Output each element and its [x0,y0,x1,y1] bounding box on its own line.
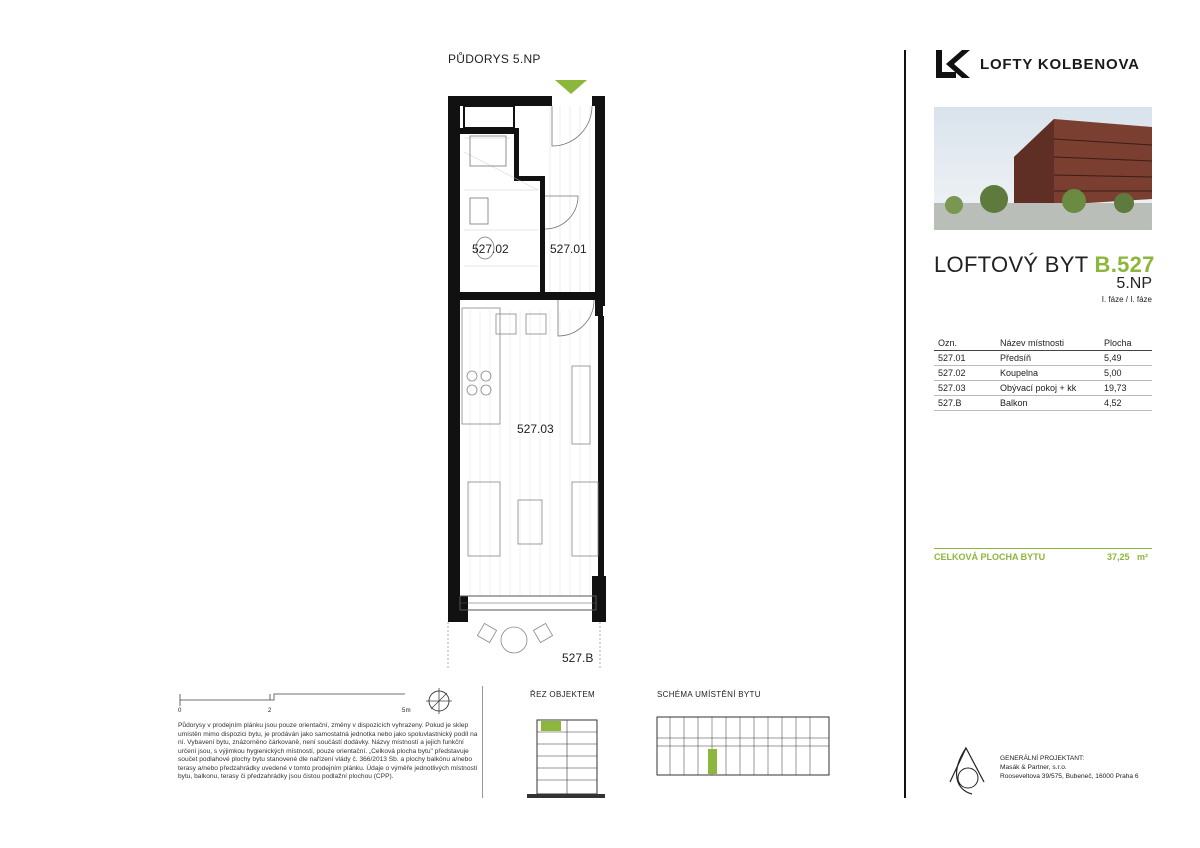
cell-name: Obývací pokoj + kk [998,381,1102,396]
section-caption: ŘEZ OBJEKTEM [530,690,595,699]
cell-area: 4,52 [1102,396,1152,411]
rooms-table [934,336,1152,411]
scale-tick-5: 5m [402,708,411,714]
table-row [934,351,1152,366]
cell-area: 5,49 [1102,351,1152,366]
cell-area: 5,00 [1102,366,1152,381]
cell-name: Předsíň [998,351,1102,366]
apartment-phase: I. fáze / I. fáze [1101,295,1152,304]
cell-name: Balkon [998,396,1102,411]
total-area-value-group [1107,552,1152,562]
table-row [934,396,1152,411]
floor-plan [440,70,620,690]
col-header-area: Plocha [1102,336,1152,351]
north-arrow-icon [424,686,454,716]
room-label-527-02: 527.02 [472,242,509,256]
cell-code: 527.02 [934,366,998,381]
table-row [934,366,1152,381]
brand-name: LOFTY KOLBENOVA [980,55,1140,73]
cell-code: 527.01 [934,351,998,366]
section-drawing [525,710,615,800]
total-area-unit: m² [1137,552,1148,562]
vertical-divider [904,50,906,798]
architect-block [1000,754,1139,781]
total-area-row [934,548,1152,562]
entrance-marker-icon [555,80,587,94]
building-render-image [934,107,1152,230]
separator [482,686,483,798]
schema-caption: SCHÉMA UMÍSTĚNÍ BYTU [657,690,761,699]
cell-area: 19,73 [1102,381,1152,396]
table-header-row [934,336,1152,351]
plan-title: PŮDORYS 5.NP [448,52,541,66]
room-label-527-03: 527.03 [517,422,554,436]
scale-tick-2: 2 [268,708,272,714]
architect-name: Masák & Partner, s.r.o. [1000,764,1067,771]
cell-code: 527.03 [934,381,998,396]
apartment-code: B.527 [1094,252,1155,277]
col-header-code: Ozn. [934,336,998,351]
total-area-value: 37,25 [1106,552,1130,562]
schema-drawing [656,716,830,776]
room-label-527-01: 527.01 [550,242,587,256]
disclaimer-text: Půdorysy v prodejním plánku jsou pouze orientační, změny v dispozicích vyhrazeny. Pokud je sklep umístěn mimo dispozici bytu, je prodáván jako samostatná jednotka nebo jako spoluvlastnický podíl na ní. Vybavení bytu, znázorněno čárkovaně, není součástí dodávky. Názvy místností a jejich funkční určení jsou, s výjimkou hygienických místností, pouze orientační. „Celková plocha bytu" představuje součet podlahové plochy bytu stanovené dle nařízení vlády č. 366/2013 Sb. a plochy balkónu a/nebo terasy a/nebo předzahrádky uvedené v tomto prodejním plánku. Údaje o výměře jednotlivých místností bytu, balkonu, terasy či předzahrádky jsou čistou podlažní plochou (CPP). [178,722,478,780]
apartment-title-prefix: LOFTOVÝ BYT [934,252,1095,277]
brand-header [934,48,1140,80]
architect-label: GENERÁLNÍ PROJEKTANT: [1000,755,1085,762]
total-area-label: CELKOVÁ PLOCHA BYTU [934,552,1046,562]
table-row [934,381,1152,396]
room-label-527-b: 527.B [562,651,594,665]
architect-logo-icon [944,742,990,800]
cell-code: 527.B [934,396,998,411]
architect-address: Rooseveltova 39/575, Bubeneč, 16000 Praha 6 [1000,773,1139,780]
col-header-name: Název místnosti [998,336,1102,351]
apartment-floor: 5.NP [1116,275,1152,292]
scale-tick-0: 0 [178,708,182,714]
cell-name: Koupelna [998,366,1102,381]
lk-logo-icon [934,48,972,80]
